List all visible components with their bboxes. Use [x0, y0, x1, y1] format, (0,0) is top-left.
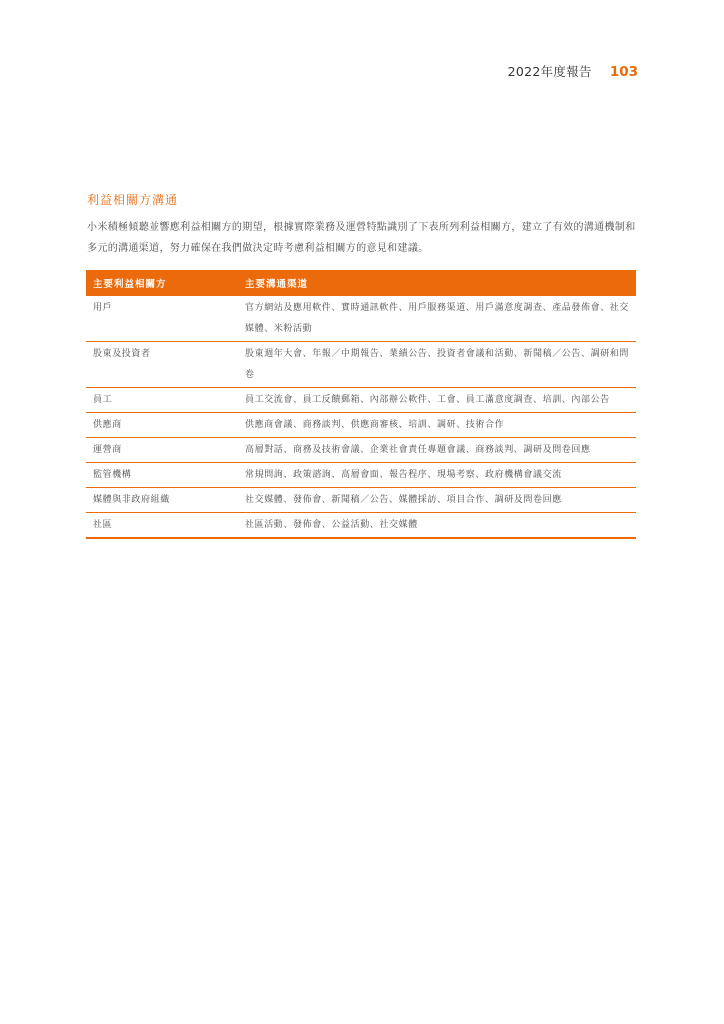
table-row: [86, 488, 636, 513]
channels-cell: 社區活動、發佈會、公益活動、社交媒體: [245, 520, 418, 530]
stakeholder-cell: 監管機構: [93, 470, 132, 480]
table-row: [86, 513, 636, 537]
report-title: 2022年度報告: [507, 64, 592, 79]
header-stakeholder: 主要利益相關方: [93, 279, 167, 290]
table-header: [86, 270, 636, 296]
section-heading: 利益相關方溝通: [87, 193, 179, 207]
channels-cell: 員工交流會、員工反饋郵箱、內部辦公軟件、工會、員工滿意度調查、培訓、內部公告: [245, 395, 610, 405]
stakeholder-cell: 股東及投資者: [93, 349, 151, 359]
stakeholder-cell: 運營商: [93, 445, 122, 455]
stakeholder-cell: 媒體與非政府組織: [93, 495, 170, 505]
stakeholder-cell: 用戶: [93, 303, 113, 313]
stakeholder-cell: 供應商: [93, 420, 122, 430]
stakeholder-cell: 員工: [93, 395, 113, 405]
channels-cell: 供應商會議、商務談判、供應商審核、培訓、調研、技術合作: [245, 420, 505, 430]
page-header: [508, 62, 638, 80]
table-row: [86, 296, 636, 342]
table-row: [86, 342, 636, 388]
table-row: [86, 463, 636, 488]
table-row: [86, 413, 636, 438]
header-channels: 主要溝通渠道: [245, 279, 309, 290]
channels-cell: 官方網站及應用軟件、實時通訊軟件、用戶服務渠道、用戶滿意度調查、產品發佈會、社交媒體、米粉活動: [245, 303, 630, 334]
intro-paragraph: 小米積極傾聽並響應利益相關方的期望，根據實際業務及運營特點識別了下表所列利益相關方，建立了有效的溝通機制和多元的溝通渠道，努力確保在我們做決定時考慮利益相關方的意見和建議。: [87, 222, 636, 254]
channels-cell: 常規問詢、政策諮詢、高層會面、報告程序、現場考察、政府機構會議交流: [245, 470, 562, 480]
channels-cell: 股東週年大會、年報／中期報告、業績公告、投資者會議和活動、新聞稿／公告、調研和問卷: [245, 349, 630, 380]
table-row: [86, 388, 636, 413]
stakeholder-table: [86, 270, 636, 539]
channels-cell: 高層對話、商務及技術會議、企業社會責任專題會議、商務談判、調研及問卷回應: [245, 445, 591, 455]
stakeholder-cell: 社區: [93, 520, 113, 530]
table-row: [86, 438, 636, 463]
page-number: 103: [609, 64, 638, 80]
channels-cell: 社交媒體、發佈會、新聞稿／公告、媒體採訪、項目合作、調研及問卷回應: [245, 495, 562, 505]
